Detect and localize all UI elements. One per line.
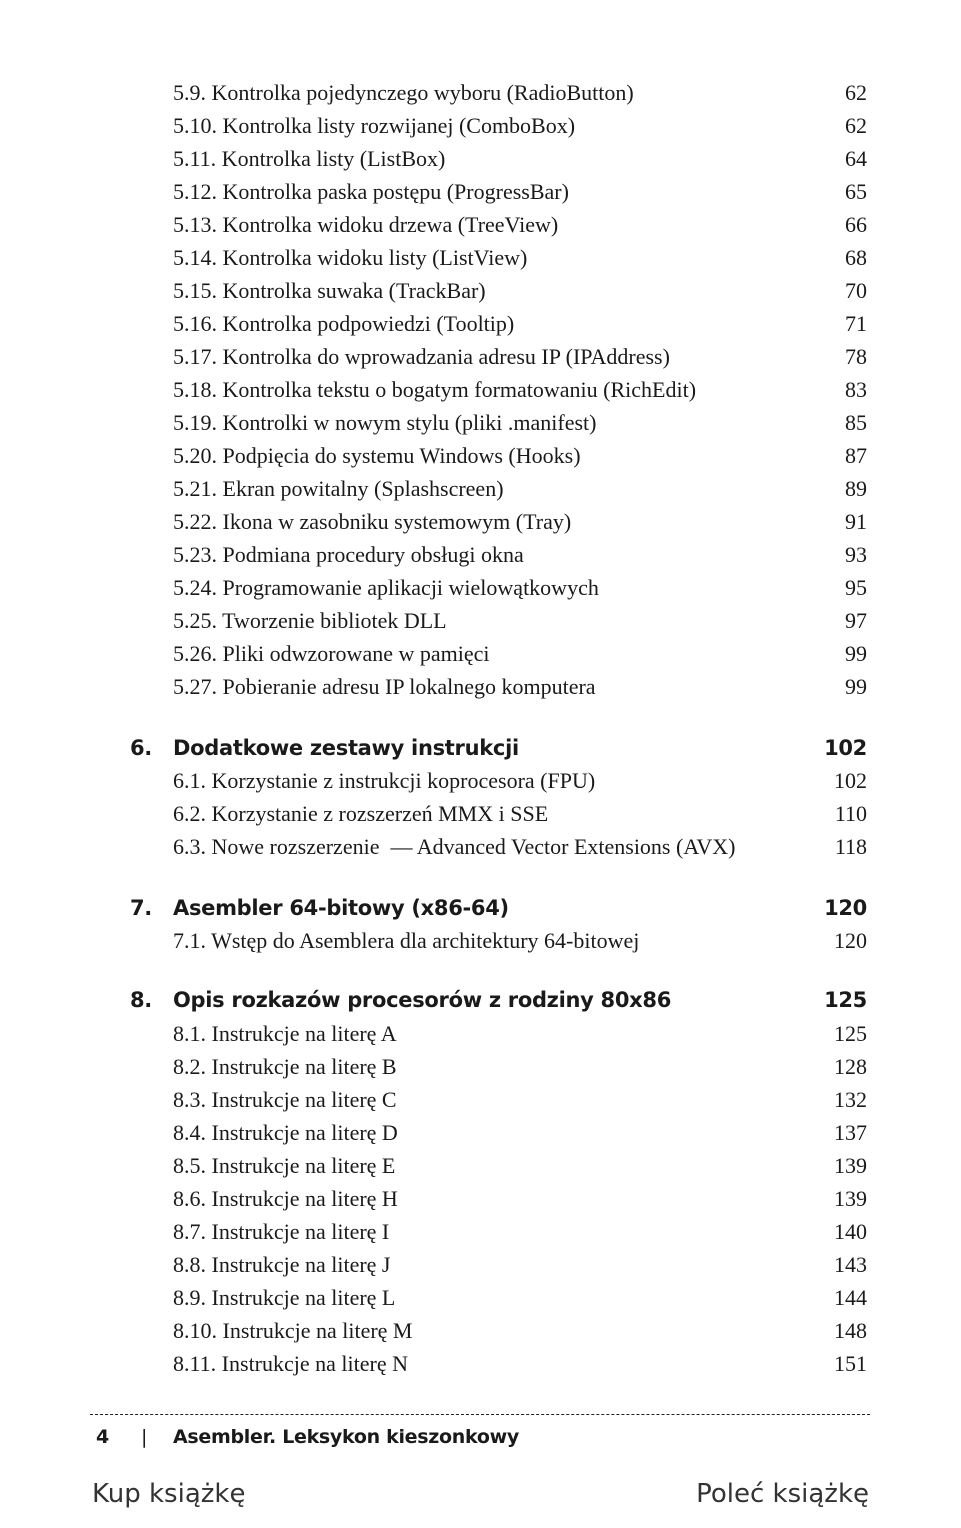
toc-entry xyxy=(173,797,867,830)
toc-entry-page: 85 xyxy=(845,410,867,435)
toc-entry-title: 8.4. Instrukcje na literę D xyxy=(173,1120,398,1145)
toc-entry-page: 139 xyxy=(834,1186,867,1211)
toc-entry-title: 8.9. Instrukcje na literę L xyxy=(173,1285,396,1310)
toc-entry xyxy=(173,439,867,472)
toc-entry-page: 137 xyxy=(834,1120,867,1145)
chapter-number: 8. xyxy=(130,988,152,1012)
toc-entry xyxy=(173,538,867,571)
toc-entry xyxy=(173,109,867,142)
toc-entry-page: 65 xyxy=(845,179,867,204)
toc-entry xyxy=(173,1182,867,1215)
chapter-number: 6. xyxy=(130,736,152,760)
toc-entry xyxy=(173,241,867,274)
toc-entry-page: 66 xyxy=(845,212,867,237)
toc-entry xyxy=(173,1116,867,1149)
toc-entry-title: 5.24. Programowanie aplikacji wielowątkowych xyxy=(173,575,599,600)
toc-entry-page: 62 xyxy=(845,113,867,138)
chapter-heading xyxy=(130,731,867,765)
toc-entry-title: 6.1. Korzystanie z instrukcji koprocesora (FPU) xyxy=(173,768,596,793)
toc-entry-title: 5.9. Kontrolka pojedynczego wyboru (RadioButton) xyxy=(173,80,634,105)
toc-entry-title: 6.3. Nowe rozszerzenie — Advanced Vector Extensions (AVX) xyxy=(173,834,736,859)
toc-entry-page: 144 xyxy=(834,1285,867,1310)
toc-entry xyxy=(173,505,867,538)
toc-entry-page: 110 xyxy=(834,801,867,826)
toc-entry-title: 5.21. Ekran powitalny (Splashscreen) xyxy=(173,476,504,501)
toc-entry-page: 89 xyxy=(845,476,867,501)
toc-entry xyxy=(173,670,867,703)
toc-entry-title: 5.26. Pliki odwzorowane w pamięci xyxy=(173,641,490,666)
toc-entry-page: 91 xyxy=(845,509,867,534)
toc-entry-page: 95 xyxy=(845,575,867,600)
toc-entry-page: 118 xyxy=(834,834,867,859)
toc-entry xyxy=(173,924,867,957)
toc-entry-title: 5.22. Ikona w zasobniku systemowym (Tray) xyxy=(173,509,572,534)
toc-entry xyxy=(173,1017,867,1050)
chapter-title: Opis rozkazów procesorów z rodziny 80x86 xyxy=(173,988,672,1012)
toc-entry-page: 83 xyxy=(845,377,867,402)
toc-entry xyxy=(173,637,867,670)
toc-entry-title: 5.16. Kontrolka podpowiedzi (Tooltip) xyxy=(173,311,515,336)
toc-entry-title: 5.27. Pobieranie adresu IP lokalnego komputera xyxy=(173,674,596,699)
toc-entry xyxy=(173,307,867,340)
toc-entry xyxy=(173,76,867,109)
toc-entry-title: 8.8. Instrukcje na literę J xyxy=(173,1252,391,1277)
toc-entry xyxy=(173,1314,867,1347)
buy-book-link[interactable]: Kup książkę xyxy=(92,1479,246,1509)
toc-entry-title: 5.13. Kontrolka widoku drzewa (TreeView) xyxy=(173,212,559,237)
chapter-heading xyxy=(130,891,867,925)
recommend-book-link[interactable]: Poleć książkę xyxy=(696,1479,869,1509)
toc-entry-page: 125 xyxy=(834,1021,867,1046)
toc-entry-title: 5.18. Kontrolka tekstu o bogatym formatowaniu (RichEdit) xyxy=(173,377,697,402)
footer-divider xyxy=(90,1414,870,1415)
toc-entry xyxy=(173,604,867,637)
footer-page-number: 4 xyxy=(96,1426,109,1448)
chapter-title: Dodatkowe zestawy instrukcji xyxy=(173,736,519,760)
toc-entry-page: 93 xyxy=(845,542,867,567)
toc-entry xyxy=(173,472,867,505)
toc-entry-title: 8.2. Instrukcje na literę B xyxy=(173,1054,397,1079)
chapter-page: 125 xyxy=(824,988,867,1012)
toc-entry-page: 62 xyxy=(845,80,867,105)
toc-entry-title: 5.25. Tworzenie bibliotek DLL xyxy=(173,608,447,633)
toc-entry-title: 5.23. Podmiana procedury obsługi okna xyxy=(173,542,524,567)
chapter-heading xyxy=(130,983,867,1017)
toc-entry xyxy=(173,1083,867,1116)
toc-entry-title: 5.17. Kontrolka do wprowadzania adresu IP (IPAddress) xyxy=(173,344,670,369)
toc-entry-title: 5.12. Kontrolka paska postępu (ProgressBar) xyxy=(173,179,569,204)
toc-entry-title: 5.11. Kontrolka listy (ListBox) xyxy=(173,146,446,171)
toc-entry xyxy=(173,1281,867,1314)
toc-entry-page: 132 xyxy=(834,1087,867,1112)
toc-entry-page: 68 xyxy=(845,245,867,270)
toc-entry-page: 97 xyxy=(845,608,867,633)
toc-entry-title: 5.15. Kontrolka suwaka (TrackBar) xyxy=(173,278,486,303)
toc-entry-page: 78 xyxy=(845,344,867,369)
toc-entry-title: 8.7. Instrukcje na literę I xyxy=(173,1219,390,1244)
toc-entry-page: 143 xyxy=(834,1252,867,1277)
toc-entry-title: 8.3. Instrukcje na literę C xyxy=(173,1087,397,1112)
toc-entry-page: 151 xyxy=(834,1351,867,1376)
toc-entry-page: 120 xyxy=(834,928,867,953)
toc-entry xyxy=(173,571,867,604)
toc-entry-page: 64 xyxy=(845,146,867,171)
toc-entry xyxy=(173,406,867,439)
toc-entry-page: 128 xyxy=(834,1054,867,1079)
toc-entry xyxy=(173,274,867,307)
toc-entry-title: 8.6. Instrukcje na literę H xyxy=(173,1186,398,1211)
toc-entry-page: 140 xyxy=(834,1219,867,1244)
toc-entry xyxy=(173,1050,867,1083)
toc-entry-page: 102 xyxy=(834,768,867,793)
toc-entry-page: 99 xyxy=(845,674,867,699)
toc-entry-page: 70 xyxy=(845,278,867,303)
toc-entry-title: 5.14. Kontrolka widoku listy (ListView) xyxy=(173,245,528,270)
toc-entry xyxy=(173,1215,867,1248)
footer-separator: | xyxy=(141,1426,148,1448)
chapter-page: 120 xyxy=(824,896,867,920)
toc-entry-page: 139 xyxy=(834,1153,867,1178)
toc-entry xyxy=(173,142,867,175)
toc-entry xyxy=(173,764,867,797)
toc-entry xyxy=(173,340,867,373)
toc-entry xyxy=(173,830,867,863)
toc-entry xyxy=(173,1347,867,1380)
toc-entry-title: 5.19. Kontrolki w nowym stylu (pliki .manifest) xyxy=(173,410,597,435)
toc-entry xyxy=(173,1248,867,1281)
toc-entry-page: 148 xyxy=(834,1318,867,1343)
toc-entry-title: 6.2. Korzystanie z rozszerzeń MMX i SSE xyxy=(173,801,549,826)
chapter-number: 7. xyxy=(130,896,152,920)
toc-entry xyxy=(173,175,867,208)
toc-entry-title: 5.20. Podpięcia do systemu Windows (Hooks) xyxy=(173,443,581,468)
toc-entry-title: 8.5. Instrukcje na literę E xyxy=(173,1153,396,1178)
toc-entry-title: 5.10. Kontrolka listy rozwijanej (ComboBox) xyxy=(173,113,576,138)
toc-entry-title: 7.1. Wstęp do Asemblera dla architektury 64-bitowej xyxy=(173,928,640,953)
toc-entry xyxy=(173,373,867,406)
toc-entry-page: 99 xyxy=(845,641,867,666)
toc-entry-title: 8.10. Instrukcje na literę M xyxy=(173,1318,413,1343)
toc-entry xyxy=(173,1149,867,1182)
chapter-page: 102 xyxy=(824,736,867,760)
toc-entry-title: 8.11. Instrukcje na literę N xyxy=(173,1351,408,1376)
toc-entry-page: 71 xyxy=(845,311,867,336)
toc-entry-title: 8.1. Instrukcje na literę A xyxy=(173,1021,397,1046)
toc-entry-page: 87 xyxy=(845,443,867,468)
chapter-title: Asembler 64-bitowy (x86-64) xyxy=(173,896,509,920)
footer-book-title: Asembler. Leksykon kieszonkowy xyxy=(173,1426,519,1448)
toc-entry xyxy=(173,208,867,241)
